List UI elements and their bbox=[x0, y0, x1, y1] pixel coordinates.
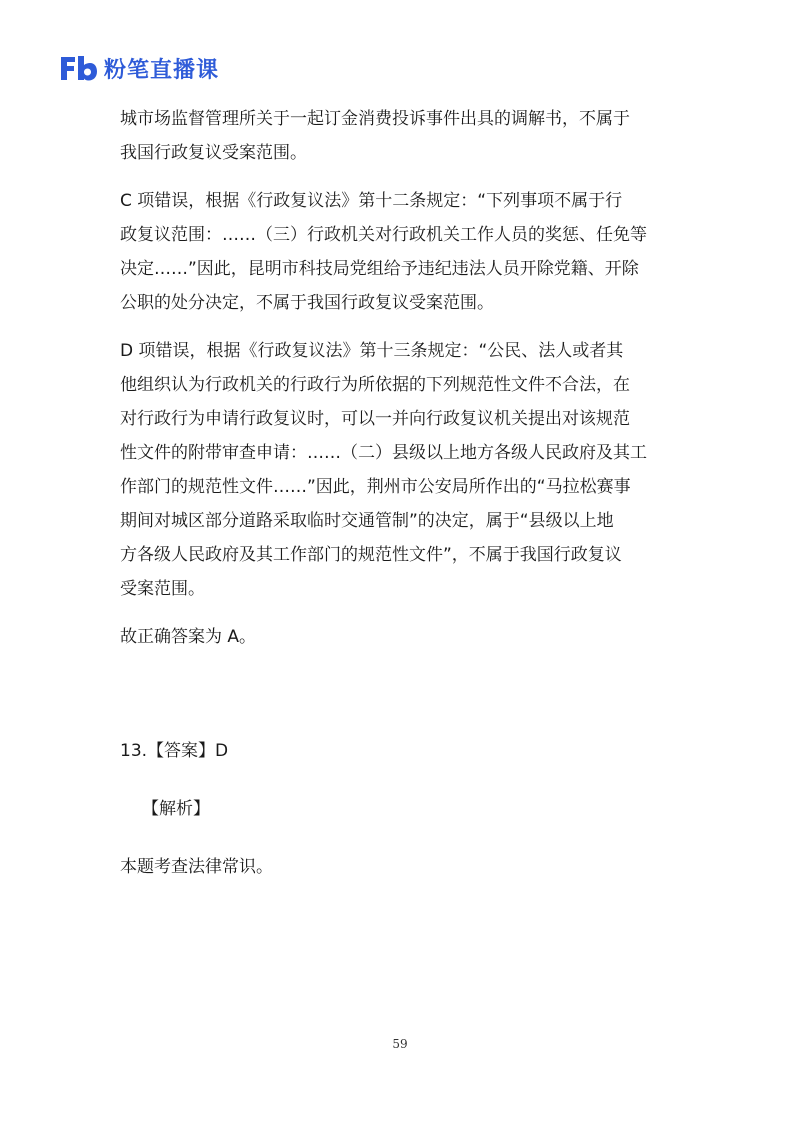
text-line: 受案范围。 bbox=[120, 579, 205, 599]
text-line: 公职的处分决定，不属于我国行政复议受案范围。 bbox=[120, 293, 494, 313]
text-line: 作部门的规范性文件……”因此，荆州市公安局所作出的“马拉松赛事 bbox=[120, 477, 631, 497]
conclusion-line: 故正确答案为 A。 bbox=[120, 627, 257, 647]
text-line: C 项错误，根据《行政复议法》第十二条规定：“下列事项不属于行 bbox=[120, 191, 623, 211]
text-line: 城市场监督管理所关于一起订金消费投诉事件出具的调解书，不属于 bbox=[120, 109, 630, 129]
text-line: 我国行政复议受案范围。 bbox=[120, 143, 307, 163]
analysis-label: 【解析】 bbox=[142, 799, 210, 819]
brand-header bbox=[58, 50, 219, 86]
page-number: 59 bbox=[392, 1037, 408, 1051]
paragraph-option-d bbox=[120, 334, 690, 606]
text-line: 期间对城区部分道路采取临时交通管制”的决定，属于“县级以上地 bbox=[120, 511, 614, 531]
paragraph-continuation bbox=[120, 102, 690, 170]
text-line: 他组织认为行政机关的行政行为所依据的下列规范性文件不合法，在 bbox=[120, 375, 630, 395]
text-line: 对行政行为申请行政复议时，可以一并向行政复议机关提出对该规范 bbox=[120, 409, 630, 429]
text-line: 性文件的附带审查申请：……（二）县级以上地方各级人民政府及其工 bbox=[120, 443, 647, 463]
text-line: 决定……”因此，昆明市科技局党组给予违纪违法人员开除党籍、开除 bbox=[120, 259, 639, 279]
text-line: D 项错误，根据《行政复议法》第十三条规定：“公民、法人或者其 bbox=[120, 341, 624, 361]
paragraph-option-c bbox=[120, 184, 690, 320]
document-body bbox=[120, 102, 690, 884]
text-line: 方各级人民政府及其工作部门的规范性文件”，不属于我国行政复议 bbox=[120, 545, 622, 565]
brand-name: 粉笔直播课 bbox=[104, 57, 220, 83]
text-line: 政复议范围：……（三）行政机关对行政机关工作人员的奖惩、任免等 bbox=[120, 225, 647, 245]
answer-line: 13.【答案】D bbox=[120, 741, 229, 761]
topic-line: 本题考查法律常识。 bbox=[120, 857, 273, 877]
fb-logo-icon bbox=[58, 52, 98, 84]
